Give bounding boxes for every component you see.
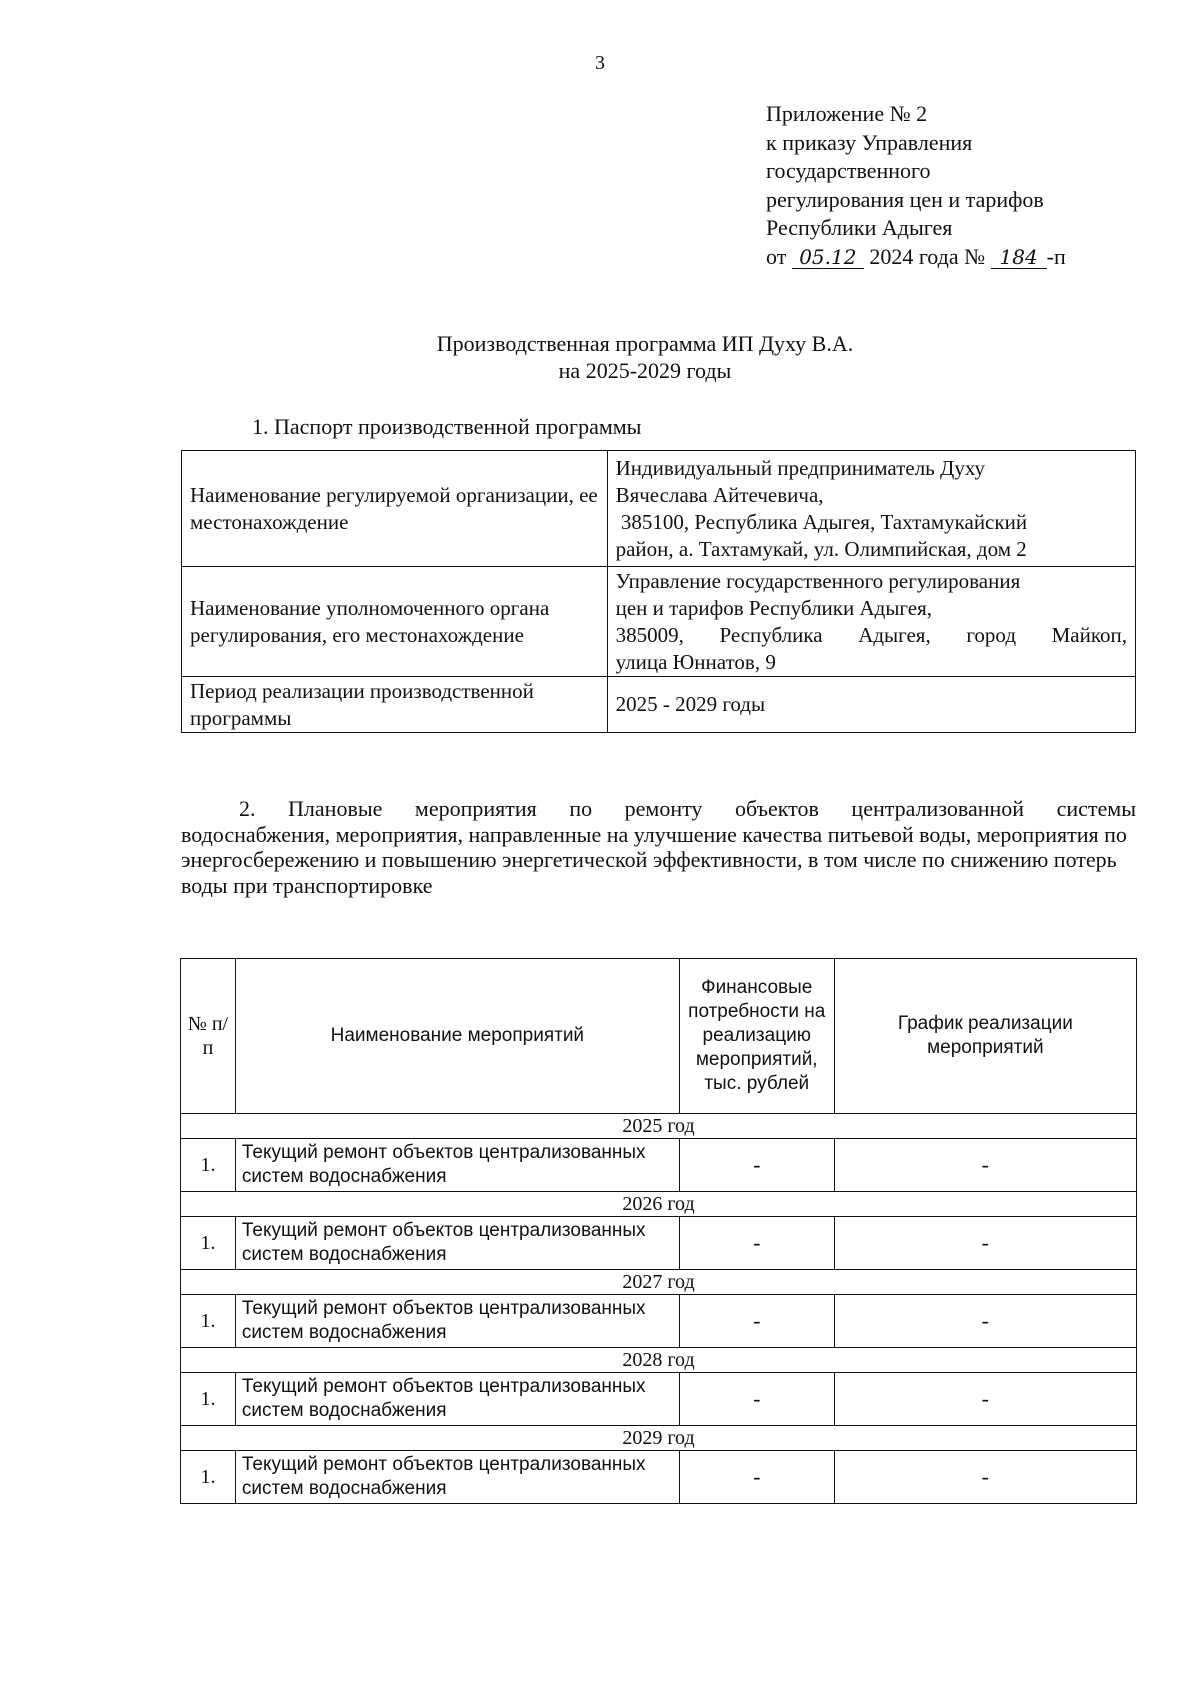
row-name: Текущий ремонт объектов централизованных систем водоснабжения (235, 1451, 679, 1504)
row-finance: - (679, 1373, 834, 1426)
handwritten-order-number: 184 (991, 246, 1047, 269)
row-finance: - (679, 1295, 834, 1348)
value-line: Управление государственного регулирования (615, 568, 1021, 593)
document-title (0, 330, 1200, 384)
year-label: 2029 год (181, 1426, 1137, 1451)
passport-row (182, 677, 1136, 733)
annex-line: государственного (766, 158, 931, 183)
row-finance: - (679, 1451, 834, 1504)
year-label: 2028 год (181, 1348, 1137, 1373)
year-label: 2026 год (181, 1192, 1137, 1217)
year-row (181, 1192, 1137, 1217)
row-schedule: - (834, 1451, 1136, 1504)
year-label: 2025 год (181, 1114, 1137, 1139)
plan-table (180, 958, 1137, 1504)
year-row (181, 1348, 1137, 1373)
value-line: улица Юннатов, 9 (615, 649, 776, 674)
annex-line: регулирования цен и тарифов (766, 186, 1044, 212)
table-row (181, 1139, 1137, 1192)
table-row (181, 1373, 1137, 1426)
header-schedule: График реализации мероприятий (834, 959, 1136, 1114)
row-name: Текущий ремонт объектов централизованных систем водоснабжения (235, 1217, 679, 1270)
year-label: 2027 год (181, 1270, 1137, 1295)
passport-table (181, 450, 1136, 733)
year-text: 2024 года № (869, 243, 986, 269)
annex-line: Приложение № 2 (766, 101, 928, 126)
value-line: Вячеслава Айтечевича, (615, 482, 824, 507)
order-number-suffix: -п (1046, 243, 1066, 269)
row-num: 1. (181, 1451, 236, 1504)
passport-value (607, 567, 1135, 677)
row-finance: - (679, 1217, 834, 1270)
table-row (181, 1295, 1137, 1348)
row-num: 1. (181, 1217, 236, 1270)
date-prefix: от (766, 243, 787, 269)
header-num: № п/п (181, 959, 236, 1114)
section2-heading (181, 796, 1136, 898)
annex-line: к приказу Управления (766, 129, 973, 155)
year-row (181, 1426, 1137, 1451)
passport-label: Наименование уполномоченного органа регулирования, его местонахождение (182, 567, 608, 677)
row-schedule: - (834, 1217, 1136, 1270)
title-line: Производственная программа ИП Духу В.А. (436, 331, 854, 356)
row-schedule: - (834, 1295, 1136, 1348)
value-line: 385100, Республика Адыгея, Тахтамукайский (615, 509, 1028, 534)
annex-line: Республики Адыгея (766, 215, 953, 240)
row-finance: - (679, 1139, 834, 1192)
table-row (181, 1217, 1137, 1270)
plan-header-row (181, 959, 1137, 1114)
value-line: 385009, Республика Адыгея, город Майкоп, (615, 622, 1127, 647)
value-line: 2025 - 2029 годы (615, 692, 766, 716)
row-name: Текущий ремонт объектов централизованных систем водоснабжения (235, 1295, 679, 1348)
header-finance: Финансовые потребности на реализацию мероприятий, тыс. рублей (679, 959, 834, 1114)
passport-row (182, 567, 1136, 677)
section2-text: водоснабжения, мероприятия, направленные на улучшение качества питьевой воды, мероприятия по энергосбережению и повышению энергетической эффективности, в том числе по снижению потерь воды при транспортировке (181, 821, 1127, 898)
year-row (181, 1270, 1137, 1295)
handwritten-date: 05.12 (792, 246, 864, 269)
annex-date-line (766, 243, 1066, 272)
passport-row (182, 451, 1136, 567)
passport-label: Период реализации производственной программы (182, 677, 608, 733)
row-name: Текущий ремонт объектов централизованных систем водоснабжения (235, 1139, 679, 1192)
title-line: на 2025-2029 годы (558, 358, 732, 383)
value-line: район, а. Тахтамукай, ул. Олимпийская, дом 2 (615, 536, 1027, 561)
row-num: 1. (181, 1373, 236, 1426)
row-name: Текущий ремонт объектов централизованных систем водоснабжения (235, 1373, 679, 1426)
row-schedule: - (834, 1139, 1136, 1192)
section2-first-line: 2. Плановые мероприятия по ремонту объектов централизованной системы (239, 796, 1136, 821)
section1-heading: 1. Паспорт производственной программы (252, 414, 642, 439)
page-number: 3 (595, 52, 605, 74)
passport-value (607, 451, 1135, 567)
row-schedule: - (834, 1373, 1136, 1426)
table-row (181, 1451, 1137, 1504)
value-line: цен и тарифов Республики Адыгея, (615, 595, 933, 620)
passport-value (607, 677, 1135, 733)
year-row (181, 1114, 1137, 1139)
row-num: 1. (181, 1139, 236, 1192)
header-name: Наименование мероприятий (235, 959, 679, 1114)
passport-label: Наименование регулируемой организации, ее местонахождение (182, 451, 608, 567)
row-num: 1. (181, 1295, 236, 1348)
value-line: Индивидуальный предприниматель Духу (615, 455, 986, 480)
annex-block (766, 100, 1066, 271)
